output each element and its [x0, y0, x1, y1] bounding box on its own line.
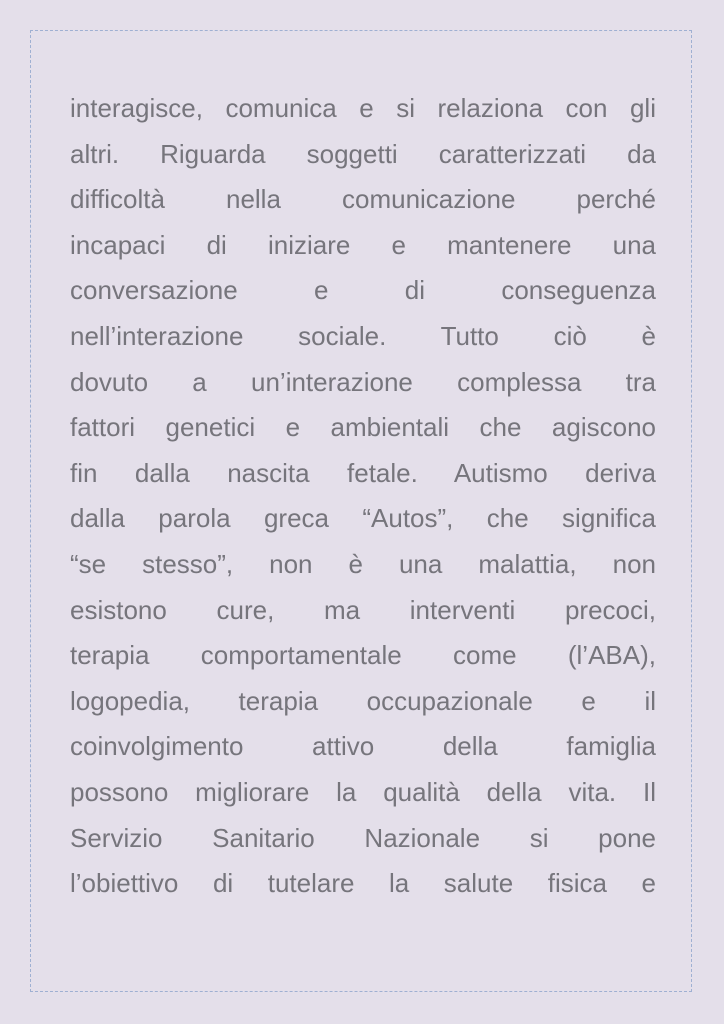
text-line: l’obiettivo di tutelare la salute fisica e [70, 868, 656, 899]
text-line: difficoltà nella comunicazione perché [70, 184, 656, 215]
text-line: terapia comportamentale come (l’ABA), [70, 640, 656, 671]
text-line: nell’interazione sociale. Tutto ciò è [70, 320, 656, 351]
text-line: esistono cure, ma interventi precoci, [70, 594, 656, 625]
text-line: altri. Riguarda soggetti caratterizzati da [70, 138, 656, 169]
text-line: “se stesso”, non è una malattia, non [70, 548, 656, 579]
text-line: fin dalla nascita fetale. Autismo deriva [70, 457, 656, 488]
text-line: interagisce, comunica e si relaziona con gli [70, 93, 656, 123]
text-line: fattori genetici e ambientali che agiscono [70, 412, 656, 443]
text-line: dalla parola greca “Autos”, che significa [70, 503, 656, 534]
text-line: Servizio Sanitario Nazionale si pone [70, 822, 656, 853]
text-line: logopedia, terapia occupazionale e il [70, 685, 656, 716]
text-line: possono migliorare la qualità della vita. Il [70, 776, 656, 807]
body-paragraph [70, 86, 656, 907]
text-line: coinvolgimento attivo della famiglia [70, 731, 656, 762]
text-line: dovuto a un’interazione complessa tra [70, 366, 656, 397]
text-line: conversazione e di conseguenza [70, 275, 656, 306]
text-line: incapaci di iniziare e mantenere una [70, 229, 656, 260]
